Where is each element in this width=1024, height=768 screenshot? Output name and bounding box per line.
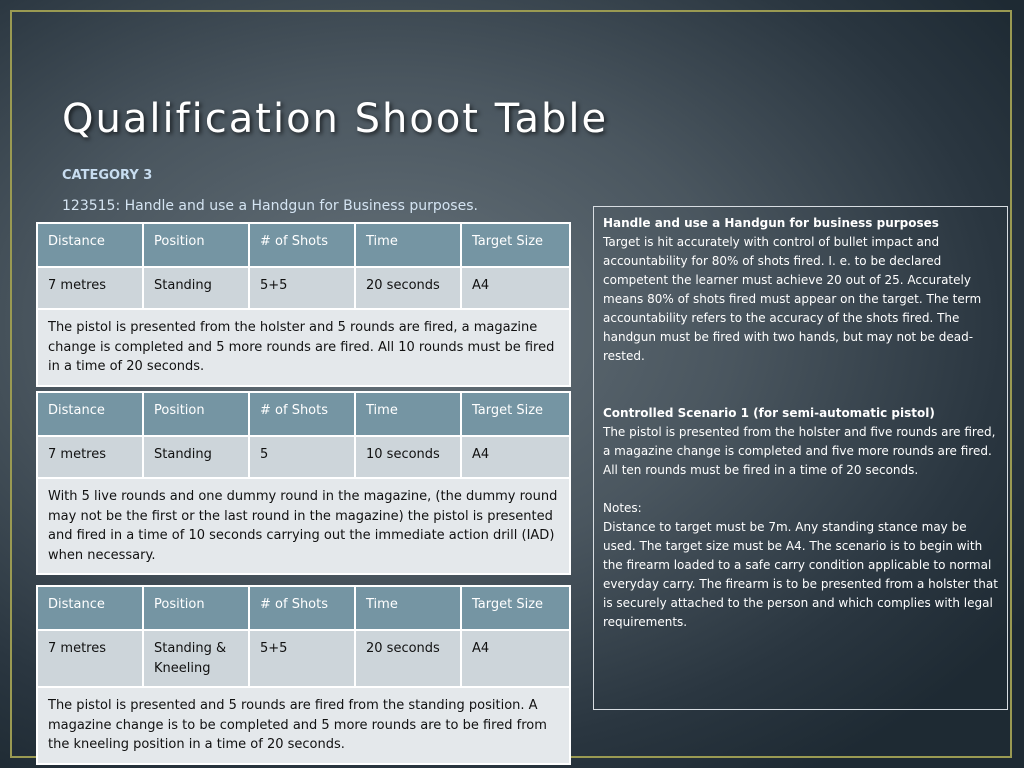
cell-target-size: A4 (461, 630, 570, 687)
spacer (603, 366, 998, 404)
cell-time: 20 seconds (355, 630, 461, 687)
header-target-size: Target Size (461, 586, 570, 630)
spacer (603, 480, 998, 499)
header-distance: Distance (37, 392, 143, 436)
table-header-row (37, 223, 570, 267)
cell-distance: 7 metres (37, 630, 143, 687)
cell-target-size: A4 (461, 267, 570, 309)
notes-label: Notes: (603, 501, 642, 515)
table-row (37, 630, 570, 687)
cell-position: Standing & Kneeling (143, 630, 249, 687)
criteria-heading: Handle and use a Handgun for business purposes (603, 216, 939, 230)
cell-position: Standing (143, 267, 249, 309)
cell-target-size: A4 (461, 436, 570, 478)
header-position: Position (143, 223, 249, 267)
scenario-heading: Controlled Scenario 1 (for semi-automatic pistol) (603, 406, 935, 420)
header-shots: # of Shots (249, 392, 355, 436)
unit-standard-label: 123515: Handle and use a Handgun for Business purposes. (62, 198, 478, 214)
cell-shots: 5+5 (249, 267, 355, 309)
header-distance: Distance (37, 223, 143, 267)
header-position: Position (143, 392, 249, 436)
description-cell: The pistol is presented and 5 rounds are fired from the standing position. A magazine change is to be completed and 5 more rounds are to be fired from the kneeling position in a time of 20 seconds. (37, 687, 570, 764)
table-description-row (37, 478, 570, 574)
table-row (37, 267, 570, 309)
criteria-paragraph: Target is hit accurately with control of bullet impact and accountability for 80% of shots fired. I. e. to be declared competent the learner must achieve 20 out of 25. Accurately means 80% of shots fired must appear on the target. The term accountability refers to the accuracy of the shots fired. The handgun must be fired with two hands, but may not be dead-rested. (603, 235, 982, 363)
shoot-table-3 (36, 585, 571, 765)
category-label: CATEGORY 3 (62, 168, 153, 183)
header-shots: # of Shots (249, 223, 355, 267)
cell-shots: 5 (249, 436, 355, 478)
cell-time: 20 seconds (355, 267, 461, 309)
header-time: Time (355, 392, 461, 436)
header-time: Time (355, 223, 461, 267)
table-description-row (37, 687, 570, 764)
cell-time: 10 seconds (355, 436, 461, 478)
shoot-table-1 (36, 222, 571, 387)
cell-distance: 7 metres (37, 267, 143, 309)
notes-text: Distance to target must be 7m. Any standing stance may be used. The target size must be A4. The scenario is to begin with the firearm loaded to a safe carry condition applicable to normal everyday carry. The firearm is to be presented from a holster that is securely attached to the person and which complies with legal requirements. (603, 520, 998, 629)
table-header-row (37, 392, 570, 436)
header-position: Position (143, 586, 249, 630)
table-header-row (37, 586, 570, 630)
criteria-panel (593, 206, 1008, 710)
header-target-size: Target Size (461, 392, 570, 436)
description-cell: The pistol is presented from the holster and 5 rounds are fired, a magazine change is completed and 5 more rounds are fired. All 10 rounds must be fired in a time of 20 seconds. (37, 309, 570, 386)
cell-position: Standing (143, 436, 249, 478)
table-row (37, 436, 570, 478)
slide-title: Qualification Shoot Table (62, 96, 609, 142)
header-target-size: Target Size (461, 223, 570, 267)
cell-shots: 5+5 (249, 630, 355, 687)
header-time: Time (355, 586, 461, 630)
scenario-text: The pistol is presented from the holster and five rounds are fired, a magazine change is completed and five more rounds are fired. All ten rounds must be fired in a time of 20 seconds. (603, 425, 996, 477)
shoot-table-2 (36, 391, 571, 575)
table-description-row (37, 309, 570, 386)
header-shots: # of Shots (249, 586, 355, 630)
header-distance: Distance (37, 586, 143, 630)
cell-distance: 7 metres (37, 436, 143, 478)
description-cell: With 5 live rounds and one dummy round in the magazine, (the dummy round may not be the first or the last round in the magazine) the pistol is presented and fired in a time of 10 seconds carrying out the immediate action drill (IAD) when necessary. (37, 478, 570, 574)
